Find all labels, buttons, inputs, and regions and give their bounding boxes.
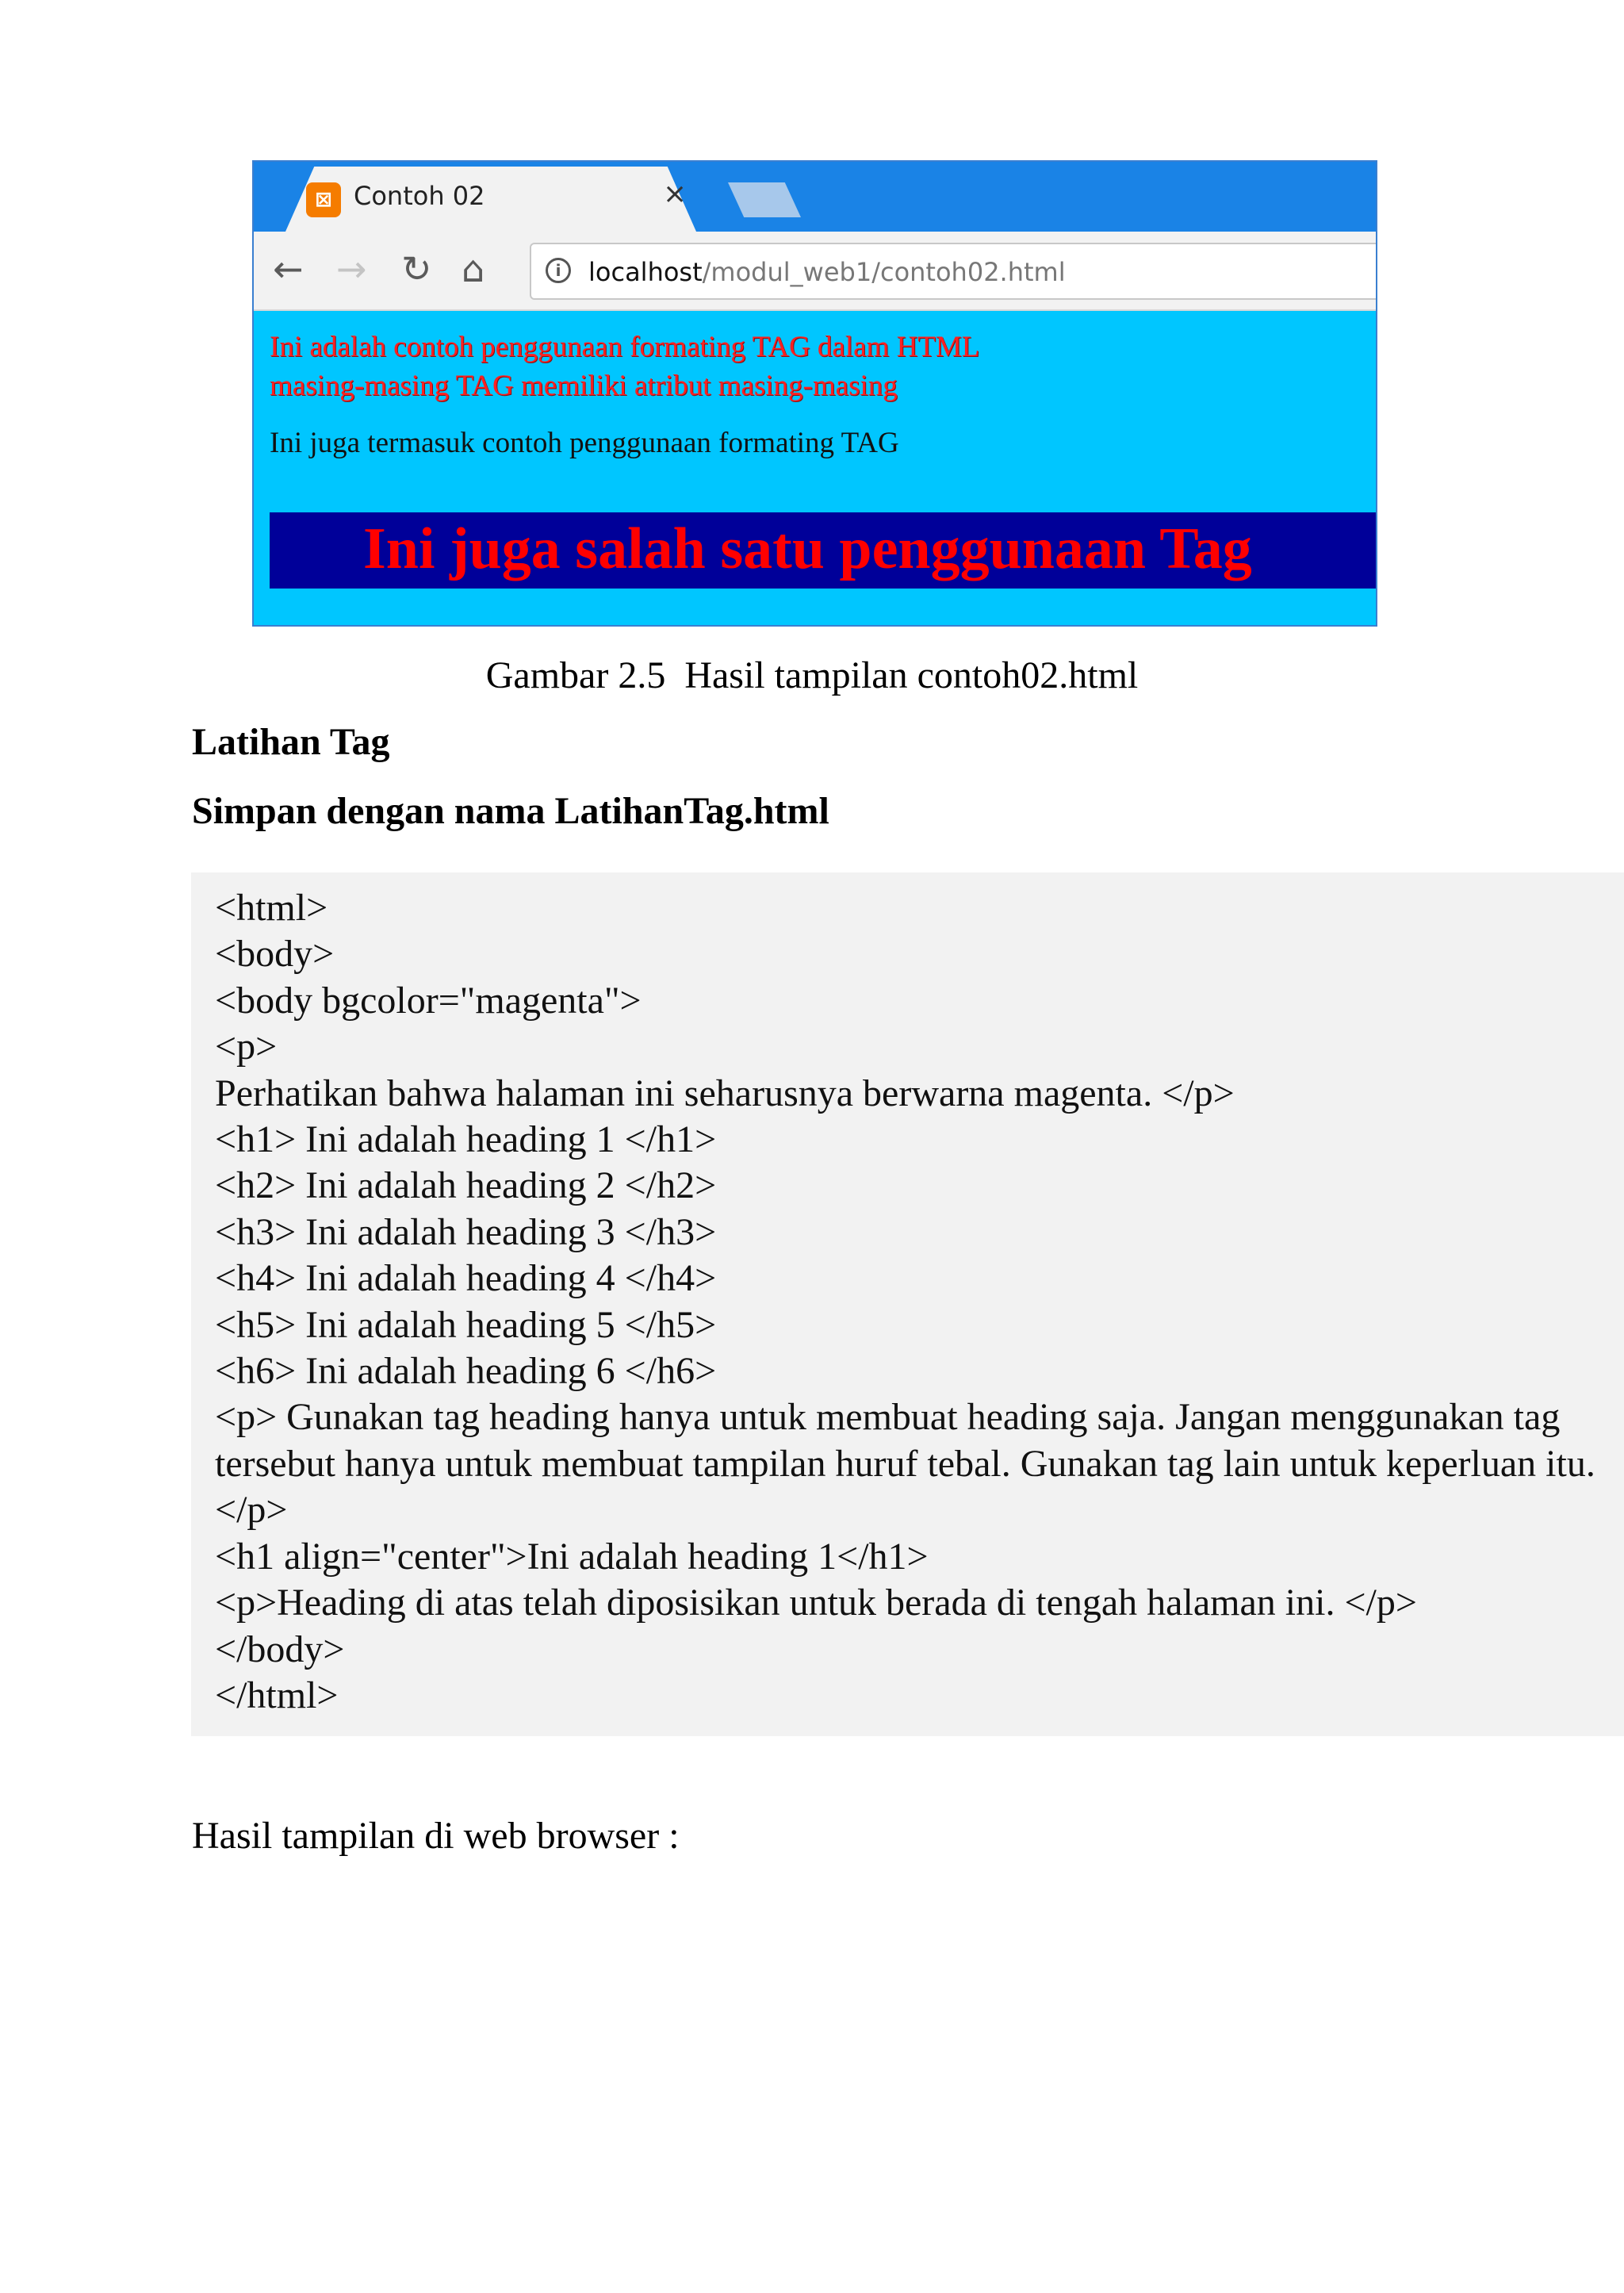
banner-block	[270, 512, 1377, 589]
browser-tab[interactable]	[285, 167, 696, 232]
xampp-favicon-icon: ⊠	[306, 182, 341, 217]
url-path: /modul_web1/contoh02.html	[702, 257, 1066, 287]
reload-icon[interactable]: ↻	[401, 247, 432, 290]
formatted-black-text: Ini juga termasuk contoh penggunaan formating TAG	[270, 427, 899, 459]
info-icon[interactable]: i	[546, 258, 571, 283]
banner-text: Ini juga salah satu penggunaan Tag	[363, 516, 1252, 581]
url-host: localhost	[588, 257, 703, 287]
browser-screenshot-figure	[252, 160, 1377, 627]
section-heading-latihan: Latihan Tag	[192, 721, 390, 763]
section-heading-simpan: Simpan dengan nama LatihanTag.html	[192, 790, 829, 832]
back-arrow-icon[interactable]: ←	[273, 247, 304, 290]
home-icon[interactable]: ⌂	[462, 247, 485, 290]
figure-caption: Gambar 2.5 Hasil tampilan contoh02.html	[485, 654, 1139, 696]
tab-strip	[254, 162, 1376, 232]
code-listing	[191, 872, 1624, 1736]
new-tab-button[interactable]	[728, 182, 801, 217]
code-text: <html> <body> <body bgcolor="magenta"> <p> Perhatikan bahwa halaman ini seharusnya berwarna magenta. </p> <h1> Ini adalah heading 1 </h1> <h2> Ini adalah heading 2 </h2> <h3> Ini adalah heading 3 </h3> <h4> Ini adalah heading 4 </h4> <h5> Ini adalah heading 5 </h5> <h6> Ini adalah heading 6 </h6> <p> Gunakan tag heading hanya untuk membuat heading saja. Jangan menggunakan tag tersebut hanya untuk membuat tampilan huruf tebal. Gunakan tag lain untuk keperluan itu. </p> <h1 align="center">Ini adalah heading 1</h1> <p>Heading di atas telah diposisikan untuk berada di tengah halaman ini. </p> </body> </html>	[215, 887, 1595, 1716]
result-label: Hasil tampilan di web browser :	[192, 1815, 680, 1857]
tab-title: Contoh 02	[354, 181, 485, 211]
address-bar[interactable]	[530, 243, 1377, 300]
formatted-red-text-line-1: Ini adalah contoh penggunaan formating TAG dalam HTML	[270, 331, 980, 363]
close-icon[interactable]: ×	[663, 178, 688, 210]
page-viewport	[254, 311, 1376, 627]
url-text	[588, 257, 1066, 287]
browser-toolbar	[254, 232, 1376, 311]
formatted-red-text-line-2: masing-masing TAG memiliki atribut masing-masing	[270, 370, 898, 402]
forward-arrow-icon[interactable]: →	[336, 247, 367, 290]
